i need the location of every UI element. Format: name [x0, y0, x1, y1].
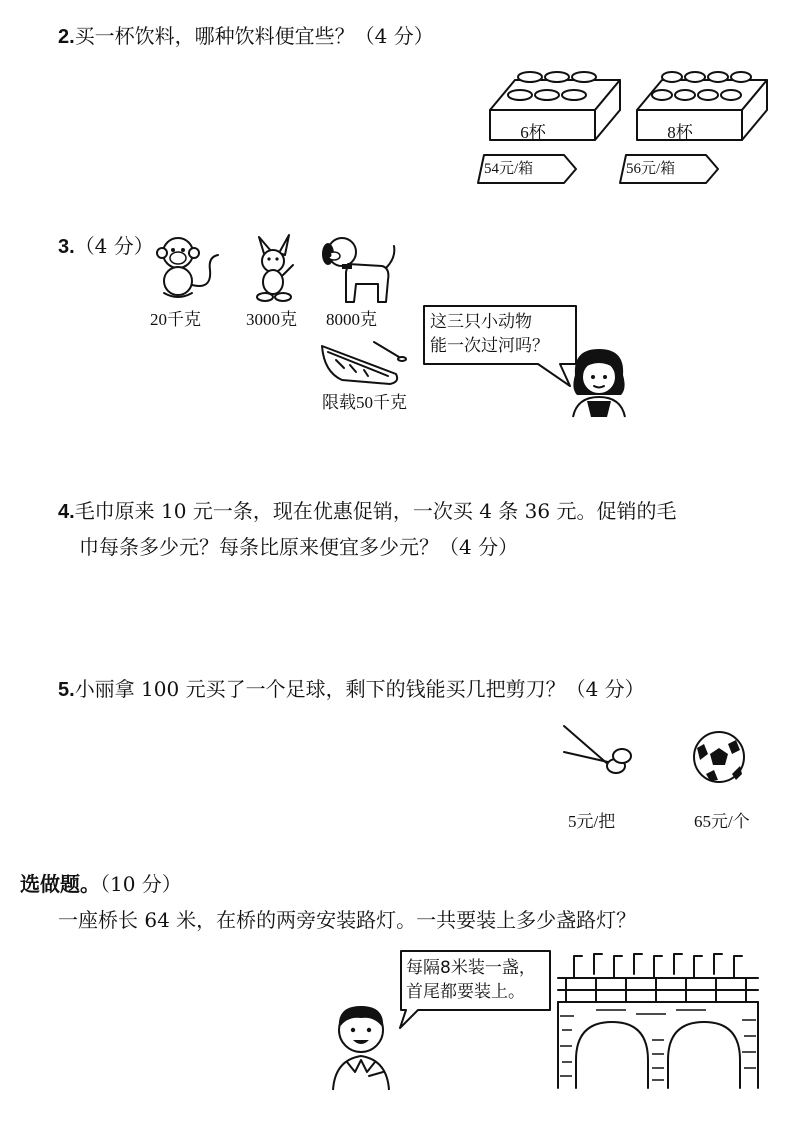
boat-limit: 限载50千克 [322, 393, 407, 412]
girl-speech-line1: 这三只小动物 [430, 312, 532, 332]
monkey-weight: 20千克 [150, 310, 201, 329]
scissors-icon [560, 722, 635, 782]
box-left-price: 54元/箱 [484, 161, 534, 177]
optional-title: 选做题。 [20, 872, 100, 896]
girl-speech-text [430, 310, 549, 358]
boy-speech-text [406, 956, 536, 1004]
q5-title [58, 671, 645, 708]
girl-speech-line2: 能一次过河吗？ [430, 336, 549, 356]
rabbit-weight: 3000克 [246, 310, 297, 329]
boy-icon [325, 1000, 400, 1092]
dog-weight: 8000克 [326, 310, 377, 329]
rabbit-icon [245, 235, 315, 305]
q4-line2: 巾每条多少元？每条比原来便宜多少元？（4 分） [79, 535, 519, 559]
q2-title [58, 18, 434, 55]
optional-points: （10 分） [100, 872, 182, 896]
ball-price: 65元/个 [694, 812, 750, 831]
optional-title-row [20, 866, 182, 902]
q5-text: 小丽拿 100 元买了一个足球，剩下的钱能买几把剪刀？（4 分） [74, 677, 645, 701]
q5-number: 5. [58, 679, 75, 701]
q4-line1-row [58, 493, 676, 530]
q4-number: 4. [58, 501, 75, 523]
soccer-ball-icon [692, 730, 748, 786]
boy-speech-line1: 每隔8米装一盏， [406, 958, 536, 978]
boy-speech-line2: 首尾都要装上。 [406, 982, 525, 1002]
box-right-price: 56元/箱 [626, 161, 676, 177]
box-left-label: 6杯 [520, 123, 546, 142]
q3-number: 3. [58, 236, 75, 258]
dog-icon [320, 232, 405, 307]
boat-icon [318, 338, 408, 390]
monkey-icon [150, 235, 230, 305]
q2-text: 买一杯饮料，哪种饮料便宜些？（4 分） [74, 24, 434, 48]
q2-number: 2. [58, 26, 75, 48]
box-right-label: 8杯 [667, 123, 693, 142]
q3-text: （4 分） [74, 234, 154, 258]
girl-icon [565, 345, 635, 417]
bridge-icon [556, 950, 761, 1090]
q3-title [58, 228, 154, 265]
q4-line1: 毛巾原来 10 元一条，现在优惠促销，一次买 4 条 36 元。促销的毛 [74, 499, 677, 523]
scissors-price: 5元/把 [568, 812, 616, 831]
optional-text: 一座桥长 64 米，在桥的两旁安装路灯。一共要装上多少盏路灯？ [58, 908, 637, 932]
